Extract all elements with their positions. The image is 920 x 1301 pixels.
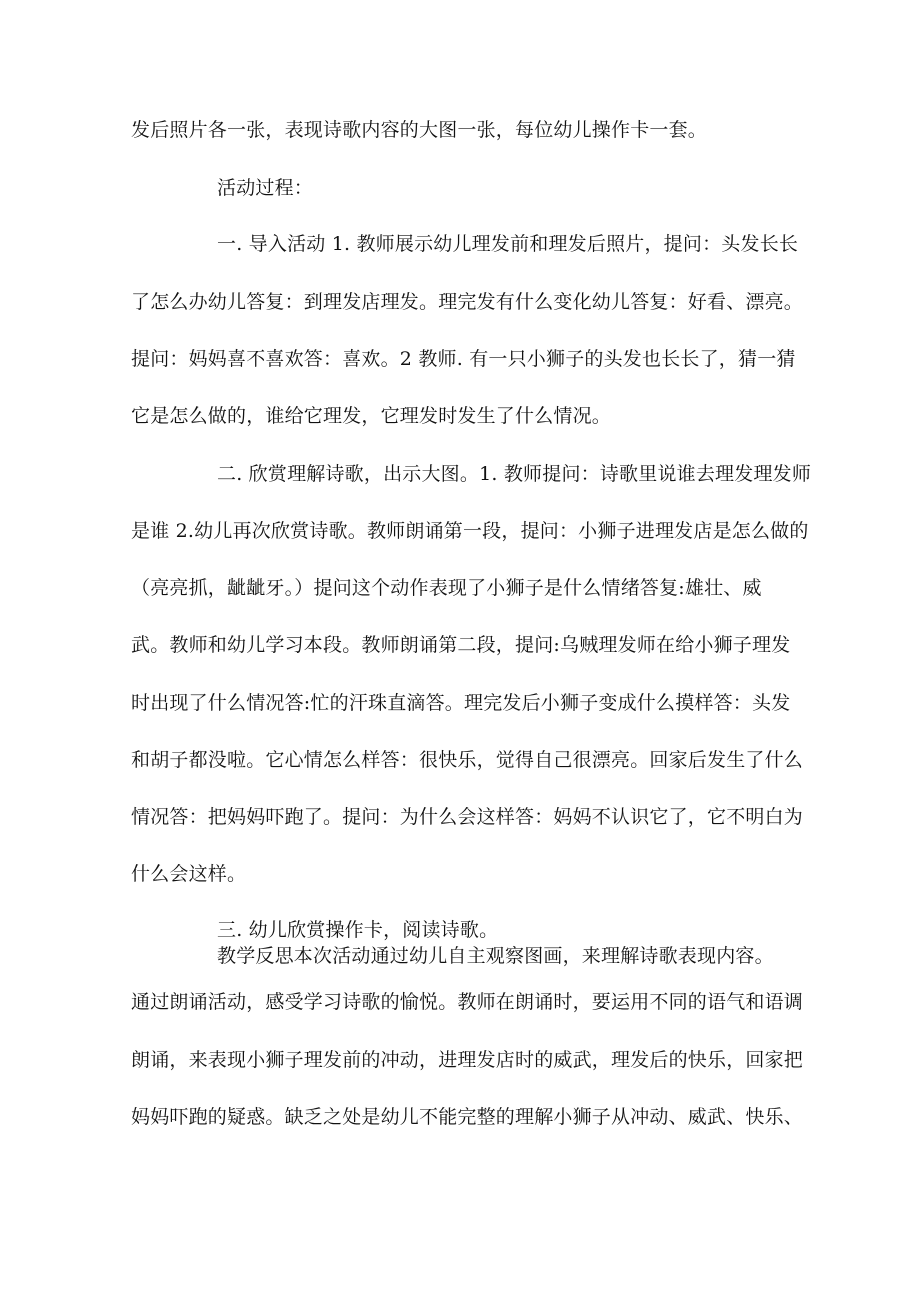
paragraph-line: 二. 欣赏理解诗歌，出示大图。1. 教师提问：诗歌里说谁去理发理发师 xyxy=(217,463,812,485)
paragraph-line: 通过朗诵活动，感受学习诗歌的愉悦。教师在朗诵时，要运用不同的语气和语调 xyxy=(131,991,804,1013)
paragraph-line: 教学反思本次活动通过幼儿自主观察图画，来理解诗歌表现内容。 xyxy=(217,945,774,967)
paragraph-line: 了怎么办幼儿答复：到理发店理发。理完发有什么变化幼儿答复：好看、漂亮。 xyxy=(131,291,804,313)
paragraph-line: 情况答：把妈妈吓跑了。提问：为什么会这样答：妈妈不认识它了，它不明白为 xyxy=(131,806,804,828)
paragraph-line: 三. 幼儿欣赏操作卡，阅读诗歌。 xyxy=(217,919,499,941)
paragraph-line: 发后照片各一张，表现诗歌内容的大图一张，每位幼儿操作卡一套。 xyxy=(131,119,708,141)
paragraph-line: 提问：妈妈喜不喜欢答：喜欢。2 教师. 有一只小狮子的头发也长长了，猜一猜 xyxy=(131,348,796,370)
paragraph-line: 它是怎么做的，谁给它理发，它理发时发生了什么情况。 xyxy=(131,405,612,427)
paragraph-line: 武。教师和幼儿学习本段。教师朗诵第二段，提问:乌贼理发师在给小狮子理发 xyxy=(131,634,791,656)
paragraph-line: （亮亮抓，龇龇牙。）提问这个动作表现了小狮子是什么情绪答复:雄壮、威 xyxy=(131,577,762,599)
paragraph-line: 和胡子都没啦。它心情怎么样答：很快乐，觉得自己很漂亮。回家后发生了什么 xyxy=(131,749,804,771)
paragraph-line: 朗诵，来表现小狮子理发前的冲动，进理发店时的威武，理发后的快乐，回家把 xyxy=(131,1049,804,1071)
paragraph-line: 什么会这样。 xyxy=(131,863,247,885)
section-heading: 活动过程： xyxy=(217,177,314,199)
paragraph-line: 一. 导入活动 1. 教师展示幼儿理发前和理发后照片，提问：头发长长 xyxy=(217,233,799,255)
paragraph-line: 时出现了什么情况答:忙的汗珠直滴答。理完发后小狮子变成什么摸样答：头发 xyxy=(131,692,791,714)
paragraph-line: 妈妈吓跑的疑惑。缺乏之处是幼儿不能完整的理解小狮子从冲动、威武、快乐、 xyxy=(131,1106,804,1128)
paragraph-line: 是谁 2.幼儿再次欣赏诗歌。教师朗诵第一段，提问：小狮子进理发店是怎么做的 xyxy=(131,520,809,542)
